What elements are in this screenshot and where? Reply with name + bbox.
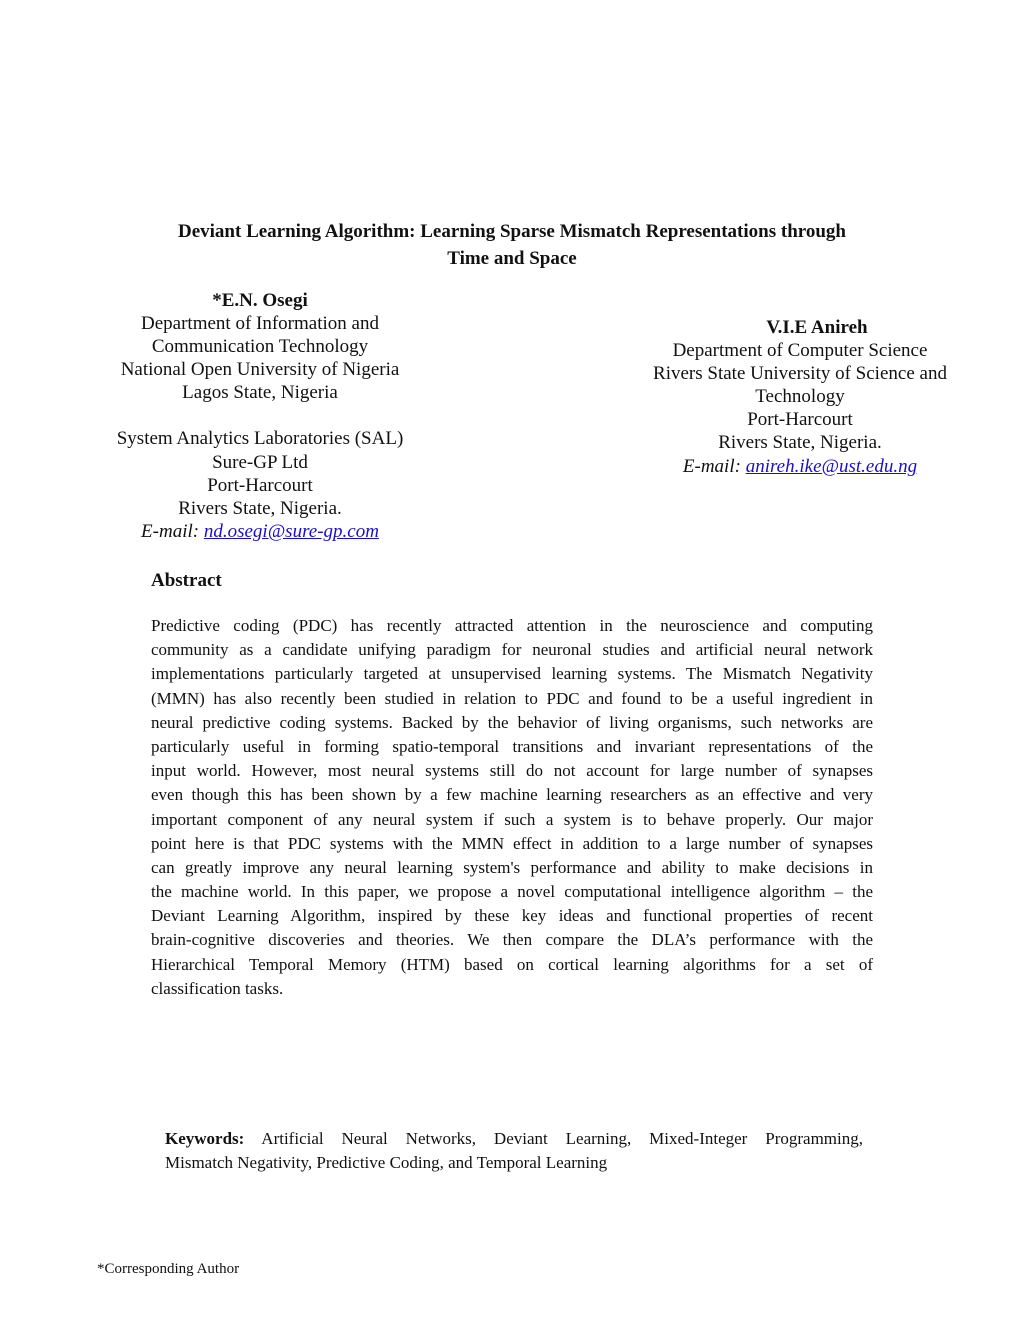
keywords-text: Artificial Neural Networks, Deviant Learning, Mixed-Integer Programming,	[261, 1129, 863, 1148]
affiliation-line: Lagos State, Nigeria	[182, 382, 338, 404]
email-line	[60, 520, 460, 543]
affiliation-line: Sure-GP Ltd	[212, 451, 308, 473]
title-line-1: Deviant Learning Algorithm: Learning Sparse Mismatch Representations through	[178, 221, 846, 242]
keywords-line-1	[165, 1127, 863, 1151]
footnote: *Corresponding Author	[97, 1261, 240, 1277]
abstract-line: the machine world. In this paper, we propose a novel computational intelligence algorithm – the	[151, 882, 873, 902]
keywords-label: Keywords:	[165, 1129, 245, 1148]
affiliation-line: Technology	[755, 386, 845, 408]
keywords-line-2: Mismatch Negativity, Predictive Coding, and Temporal Learning	[165, 1153, 608, 1173]
abstract-line: classification tasks.	[151, 978, 284, 998]
abstract-line: input world. However, most neural systems still do not account for large number of synapses	[151, 761, 873, 781]
title-line-2: Time and Space	[447, 248, 577, 269]
author-name: V.I.E Anireh	[766, 317, 868, 338]
author-block-anireh	[600, 316, 1000, 478]
keywords	[165, 1127, 863, 1175]
paper-title	[0, 218, 1024, 272]
abstract-line: can greatly improve any neural learning system's performance and ability to make decisions in	[151, 857, 873, 877]
author-name: *E.N. Osegi	[212, 290, 308, 311]
affiliation-line: Department of Information and	[141, 313, 379, 335]
abstract-line: point here is that PDC systems with the MMN effect in addition to a large number of synapses	[151, 833, 873, 853]
abstract-line: particularly useful in forming spatio-temporal transitions and invariant representations of the	[151, 736, 873, 756]
email-link[interactable]: anireh.ike@ust.edu.ng	[745, 455, 918, 477]
affiliation-line: Department of Computer Science	[672, 340, 928, 362]
abstract-line: Hierarchical Temporal Memory (HTM) based on cortical learning algorithms for a set of	[151, 954, 873, 974]
email-line	[600, 455, 1000, 478]
abstract-body	[151, 614, 873, 1001]
affiliation-line: Rivers State, Nigeria.	[178, 497, 342, 519]
affiliation-line: System Analytics Laboratories (SAL)	[116, 428, 404, 450]
abstract-heading: Abstract	[151, 570, 222, 591]
affiliation-line: Communication Technology	[151, 336, 369, 358]
abstract-line: important component of any neural system if such a system is to behave properly. Our major	[151, 809, 873, 829]
email-label: E-mail:	[141, 520, 200, 542]
author-block-osegi	[60, 289, 460, 543]
affiliation-line: Port-Harcourt	[747, 409, 853, 431]
affiliation-line: National Open University of Nigeria	[120, 359, 400, 381]
abstract-line: Predictive coding (PDC) has recently attracted attention in the neuroscience and computing	[151, 616, 873, 635]
affiliation-line: Rivers State University of Science and	[653, 363, 947, 385]
abstract-line: (MMN) has also recently been studied in relation to PDC and found to be a useful ingredient in	[151, 688, 873, 708]
abstract-line: even though this has been shown by a few machine learning researchers as an effective and very	[151, 785, 873, 805]
abstract-line: neural predictive coding systems. Backed by the behavior of living organisms, such networks are	[151, 712, 873, 732]
abstract-line: implementations particularly targeted at unsupervised learning systems. The Mismatch Negativity	[151, 664, 873, 684]
affiliation-line: Rivers State, Nigeria.	[718, 432, 882, 454]
abstract-line: community as a candidate unifying paradigm for neuronal studies and artificial neural network	[151, 640, 873, 660]
email-label: E-mail:	[682, 455, 741, 477]
email-link[interactable]: nd.osegi@sure-gp.com	[203, 520, 379, 542]
abstract-line: Deviant Learning Algorithm, inspired by these key ideas and functional properties of recent	[151, 906, 873, 926]
abstract-line: brain-cognitive discoveries and theories. We then compare the DLA’s performance with the	[151, 930, 873, 950]
affiliation-line: Port-Harcourt	[207, 474, 313, 496]
